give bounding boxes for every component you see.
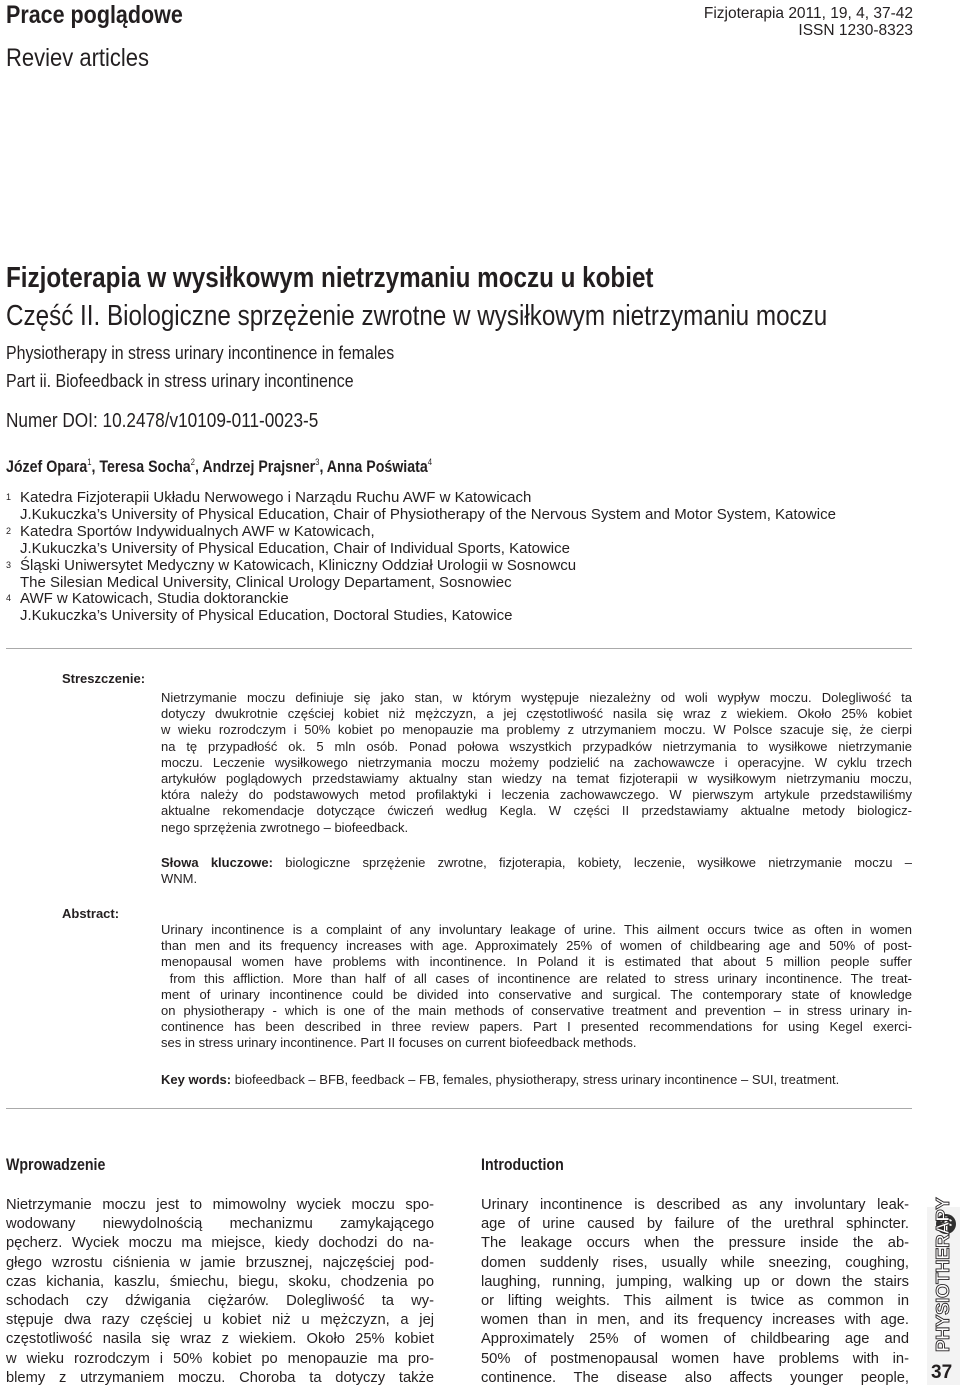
streszczenie-line: która należy do podstawowych metod profilaktyki i leczenia zachowawczego. W pierwszym artykule przedstawiliśmy: [161, 787, 912, 803]
article-title-pl-line2: Część II. Biologiczne sprzężenie zwrotne w wysiłkowym nietrzymaniu moczu: [6, 300, 828, 332]
abstract-line: ment of urinary incontinence could be divided into conservative and surgical. The contemporary state of knowledge: [161, 986, 912, 1002]
body-line: wodowany niewydolnością mechanizmu zamykającego: [6, 1216, 434, 1233]
abstract-label: Abstract:: [62, 906, 120, 921]
slowa-kluczowe-line1: [161, 855, 912, 871]
body-line: Urinary incontinence is described as any involuntary leak-: [481, 1197, 909, 1213]
streszczenie-line: Nietrzymanie moczu definiuje się jako stan, w którym występuje niezależny od woli wypływ moczu. Dolegliwość ta: [161, 690, 912, 705]
affiliation-item: [6, 575, 836, 592]
abstract-line: Urinary incontinence is a complaint of any involuntary leakage of urine. This ailment occurs twice as often in women: [161, 922, 912, 937]
body-line: women than in men, and its frequency increases with age.: [481, 1312, 909, 1329]
body-line: czas kichania, kaszlu, śmiechu, biegu, skoku, chodzenia po: [6, 1273, 434, 1290]
affiliation-line-pl: Katedra Sportów Indywidualnych AWF w Katowicach,: [20, 522, 375, 540]
article-title-en-line1: Physiotherapy in stress urinary incontinence in females: [6, 342, 395, 363]
journal-vertical-label: PHYSIOTHERAPY: [932, 1197, 953, 1352]
abstract-line: ses in stress urinary incontinence. Part II focuses on current biofeedback methods.: [161, 1035, 637, 1051]
heading-introduction: Introduction: [481, 1156, 564, 1174]
divider-top: [6, 648, 912, 649]
author-sup: 1: [87, 457, 92, 467]
affiliation-item: [6, 591, 836, 608]
author-sup: 3: [315, 457, 320, 467]
body-line: stępuje dwa razy częściej u kobiet niż u mężczyzn, a jej: [6, 1312, 434, 1329]
abstract-line: on physiotherapy - which is one of the main methods of conservative treatment and prevention – in stress urinary in-: [161, 1003, 912, 1019]
affiliation-list: [6, 490, 836, 625]
body-line: continence. The disease also affects younger people,: [481, 1369, 909, 1386]
body-line: pęcherz. Wyciek moczu ma miejsce, kiedy dochodzi do na-: [6, 1235, 434, 1252]
issn-line: ISSN 1230-8323: [798, 22, 913, 39]
key-words: [161, 1072, 839, 1088]
streszczenie-body: [161, 690, 912, 836]
heading-wprowadzenie: Wprowadzenie: [6, 1156, 106, 1174]
slowa-kluczowe-label: Słowa kluczowe:: [161, 855, 273, 870]
page-number: 37: [931, 1362, 953, 1383]
affiliation-item: [6, 608, 836, 625]
section-title-pl: Prace poglądowe: [6, 1, 183, 29]
affiliation-item: [6, 524, 836, 541]
affiliation-line-en: J.Kukuczka’s University of Physical Education, Doctoral Studies, Katowice: [20, 607, 513, 625]
author-name: Józef Opara: [6, 458, 88, 476]
affiliation-line-pl: Śląski Uniwersytet Medyczny w Katowicach, Kliniczny Oddział Urologii w Sosnowcu: [20, 556, 577, 574]
streszczenie-label: Streszczenie:: [62, 671, 146, 686]
affiliation-item: [6, 541, 836, 558]
affiliation-sup: 3: [6, 559, 12, 570]
streszczenie-line: artykułów poglądowych przedstawiamy aktualny stan wiedzy na temat fizjoterapii w wysiłkowym nietrzymaniu moczu,: [161, 771, 912, 787]
affiliation-sup: 2: [6, 525, 12, 536]
affiliation-item: [6, 490, 836, 507]
streszczenie-line: dotyczy dwukrotnie częściej kobiet niż mężczyzn, a jej częstotliwość nasila się wraz z wiekiem. Około 25% kobiet: [161, 706, 912, 722]
doi-line: Numer DOI: 10.2478/v10109-011-0023-5: [6, 410, 319, 432]
streszczenie-line: w wieku rozrodczym i 50% kobiet po menopauzie ma problemy z utrzymaniem moczu. W Polsce szacuje się, że cierpi: [161, 722, 912, 738]
slowa-kluczowe-text: biologiczne sprzężenie zwrotne, fizjoterapia, kobiety, leczenie, wysiłkowe nietrzymanie moczu –: [285, 855, 912, 870]
affiliation-item: [6, 507, 836, 524]
key-words-text: biofeedback – BFB, feedback – FB, females, physiotherapy, stress urinary incontinence – SUI, treatment.: [234, 1072, 840, 1087]
author-name: Anna Poświata: [326, 458, 428, 476]
body-line: schodach czy dźwigania ciężarów. Dolegliwość ta wy-: [6, 1293, 434, 1310]
affiliation-item: [6, 558, 836, 575]
affiliation-line-en: The Silesian Medical University, Clinical Urology Departament, Sosnowiec: [20, 573, 512, 591]
body-line: Nietrzymanie moczu jest to mimowolny wyciek moczu spo-: [6, 1197, 434, 1213]
article-title-pl-line1: Fizjoterapia w wysiłkowym nietrzymaniu moczu u kobiet: [6, 262, 654, 294]
column-right: [481, 1196, 909, 1388]
streszczenie-line: na tę przypadłość ok. 5 mln osób. Ponad połowa wszystkich przypadków nietrzymania to wysiłkowe nietrzymanie: [161, 738, 912, 754]
affiliation-sup: 4: [6, 593, 12, 604]
body-line: age of urine caused by failure of the urethral sphincter.: [481, 1216, 909, 1233]
affiliation-line-en: J.Kukuczka’s University of Physical Education, Chair of Individual Sports, Katowice: [20, 539, 570, 557]
body-line: blemy z utrzymaniem moczu. Choroba ta dotyczy także: [6, 1369, 434, 1386]
abstract-line: continence has been described in three review papers. Part I presented recommendations for using Kegel exerci-: [161, 1019, 912, 1035]
streszczenie-line: moczu. Leczenie wysiłkowego nietrzymania moczu możemy podzielić na zachowawcze i operacyjne. W cyklu trzech: [161, 754, 912, 770]
body-line: or lifting weights. This ailment is twice as common in: [481, 1293, 909, 1310]
abstract-body: [161, 922, 912, 1052]
abstract-line: than men and its frequency increases with age. Approximately 25% of women of childbearing age and 50% of post-: [161, 938, 912, 954]
body-line: głego wzrostu ciśnienia w jamie brzusznej, najczęściej pod-: [6, 1254, 434, 1271]
author-sup: 2: [190, 457, 195, 467]
author-sup: 4: [427, 457, 433, 467]
streszczenie-line: nego sprzężenia zwrotnego – biofeedback.: [161, 819, 409, 835]
column-left: [6, 1196, 434, 1388]
affiliation-sup: 1: [6, 492, 12, 502]
key-words-label: Key words:: [161, 1072, 232, 1087]
body-line: domen suddenly rises, usually while sneezing, coughing,: [481, 1254, 909, 1271]
abstract-line: menopausal women have problems with incontinence. In Poland it is estimated that about 5 million people suffer: [161, 954, 912, 970]
divider-bottom: [6, 1108, 912, 1109]
abstract-line: from this affliction. More than half of all cases of incontinence are related to stress urinary incontinence. The treat-: [161, 970, 912, 986]
affiliation-line-en: J.Kukuczka’s University of Physical Education, Chair of Physiotherapy of the Nervous System and Motor System, Katowice: [20, 505, 836, 523]
citation-line: Fizjoterapia 2011, 19, 4, 37-42: [703, 5, 913, 22]
section-title-en: Reviev articles: [6, 44, 150, 72]
body-line: w wieku rozrodczym i 50% kobiet po menopauzie ma pro-: [6, 1350, 434, 1367]
author-list: Józef Opara$^1$, Teresa Socha$^2$, Andrzej Prajsner$^3$, Anna Poświata$^4$: [6, 457, 433, 476]
body-line: Approximately 25% of women of childbearing age and: [481, 1331, 909, 1348]
body-line: laughing, running, jumping, walking up or down the stairs: [481, 1273, 909, 1290]
slowa-kluczowe: [161, 855, 912, 887]
streszczenie-line: aktualne rekomendacje dotyczące ćwiczeń według Kegla. W części II przedstawiamy aktualne metody biologicz-: [161, 803, 912, 819]
author-name: Teresa Socha: [99, 458, 191, 476]
article-title-en-line2: Part ii. Biofeedback in stress urinary incontinence: [6, 370, 354, 391]
slowa-kluczowe-line2: WNM.: [161, 871, 198, 887]
affiliation-line-pl: Katedra Fizjoterapii Układu Nerwowego i Narządu Ruchu AWF w Katowicach: [20, 489, 532, 506]
body-line: The leakage occurs when the pressure inside the ab-: [481, 1235, 909, 1252]
author-name: Andrzej Prajsner: [202, 458, 316, 476]
journal-citation: [704, 5, 913, 39]
body-line: 50% of postmenopausal women have problems with in-: [481, 1350, 909, 1367]
affiliation-line-pl: AWF w Katowicach, Studia doktoranckie: [20, 590, 289, 608]
body-line: częstotliwość nasila się wraz z wiekiem. Około 25% kobiet: [6, 1331, 434, 1348]
